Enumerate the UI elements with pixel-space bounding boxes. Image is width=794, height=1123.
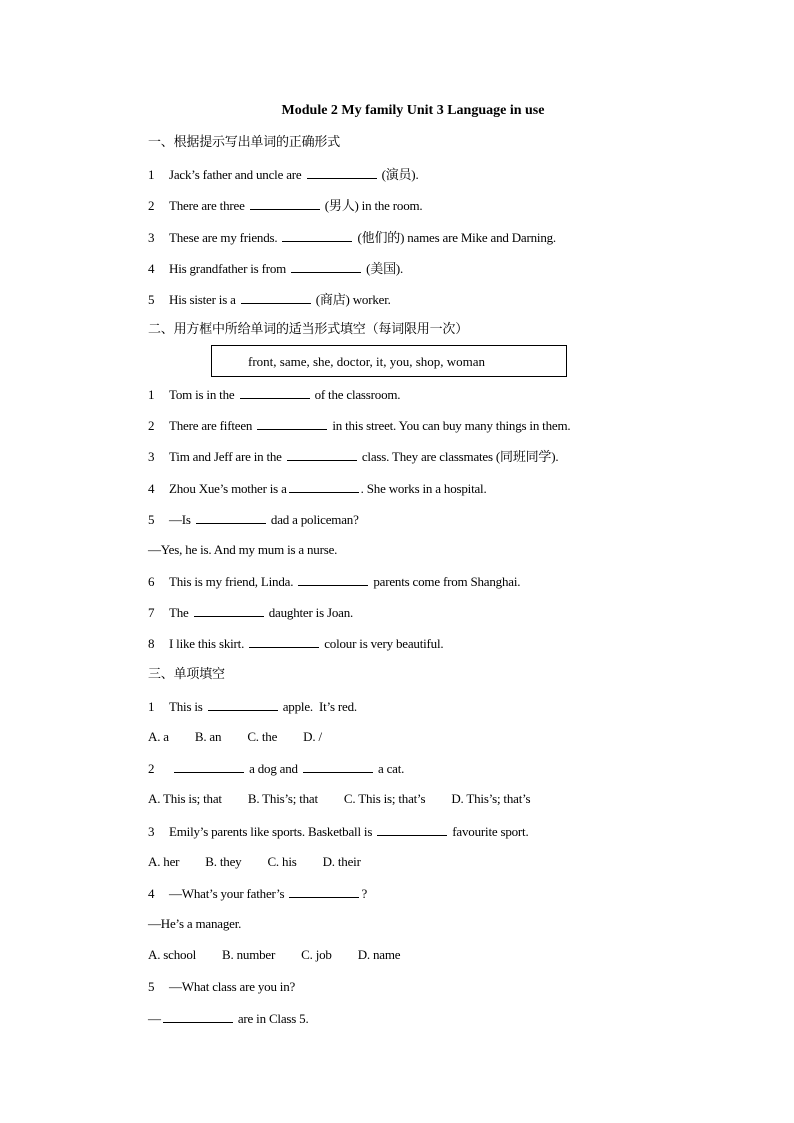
question-number: 1 [148,167,155,182]
option: D. their [322,854,361,869]
question-line [148,916,241,932]
question-text: colour is very beautiful. [321,636,444,651]
question-text: daughter is Joan. [265,605,354,620]
answer-blank [194,604,264,617]
question-text: — [148,1011,161,1026]
question-line [148,417,570,434]
question-line [148,1010,309,1027]
question-text: . She works in a hospital. [360,481,487,496]
question-text: This is [169,699,206,714]
question-number: 1 [148,387,155,402]
question-number: 3 [148,824,155,839]
option: B. This’s; that [247,791,318,806]
answer-blank [298,573,368,586]
answer-blank [257,417,327,430]
option: C. the [247,729,278,744]
question-text: a dog and [246,761,301,776]
question-line [148,511,359,528]
question-text: —Is [169,512,194,527]
question-line [148,573,520,590]
option: B. number [222,947,276,962]
section-heading: 三、单项填空 [148,667,225,682]
question-line [148,542,337,558]
answer-blank [291,260,361,273]
answer-blank [250,197,320,210]
question-text: —He’s a manager. [148,916,242,931]
question-number: 2 [148,198,155,213]
question-text: This is my friend, Linda. [169,574,297,589]
answer-blank [241,291,311,304]
question-line [148,635,443,652]
question-line [148,480,487,497]
question-text: (美国). [363,261,404,276]
answer-options [148,729,348,745]
question-line [148,166,419,183]
question-line [148,760,404,777]
question-text: The [169,605,192,620]
option: A. school [148,947,197,962]
question-number: 8 [148,636,155,651]
option: B. they [205,854,242,869]
answer-blank [287,448,357,461]
question-text: His grandfather is from [169,261,290,276]
section-heading: 一、根据提示写出单词的正确形式 [148,135,341,150]
question-text: (演员). [378,167,419,182]
question-text: Tim and Jeff are in the [169,449,285,464]
question-line [148,386,400,403]
answer-blank [249,635,319,648]
question-number: 6 [148,574,155,589]
option: C. his [267,854,297,869]
option: A. This is; that [148,791,222,806]
answer-blank [208,698,278,711]
question-text: These are my friends. [169,230,281,245]
answer-blank [196,511,266,524]
question-text: apple. It’s red. [279,699,357,714]
question-text: Emily’s parents like sports. Basketball is [169,824,376,839]
answer-blank [377,823,447,836]
question-text: Zhou Xue’s mother is a [169,481,287,496]
answer-blank [289,480,359,493]
question-text: favourite sport. [449,824,529,839]
question-line [148,229,556,246]
question-line [148,197,422,214]
answer-options [148,791,556,807]
question-text: class. They are classmates (同班同学). [358,449,559,464]
question-text: ? [361,886,368,901]
answer-blank [282,229,352,242]
question-number: 1 [148,699,155,714]
question-line [148,604,353,621]
answer-blank [240,386,310,399]
question-text: a cat. [374,761,405,776]
answer-options [148,854,387,870]
question-text: Jack’s father and uncle are [169,167,305,182]
question-text: His sister is a [169,292,239,307]
question-text: (商店) worker. [312,292,391,307]
question-text: parents come from Shanghai. [370,574,521,589]
answer-blank [174,760,244,773]
answer-blank [303,760,373,773]
question-number: 4 [148,886,155,901]
question-number: 7 [148,605,155,620]
question-text: of the classroom. [311,387,401,402]
question-number: 3 [148,230,155,245]
option: D. / [303,729,322,744]
question-text: (他们的) names are Mike and Darning. [354,230,556,245]
question-number: 4 [148,261,155,276]
question-number: 4 [148,481,155,496]
section-heading: 二、用方框中所给单词的适当形式填空（每词限用一次） [148,322,469,337]
option: A. a [148,729,169,744]
option: C. job [301,947,332,962]
option: A. her [148,854,180,869]
question-text: Tom is in the [169,387,238,402]
question-text: in this street. You can buy many things in them. [329,418,571,433]
question-line [148,260,403,277]
question-line [148,823,529,840]
option: D. name [357,947,401,962]
answer-options [148,947,426,963]
question-number: 2 [148,418,155,433]
question-text [169,761,172,776]
question-line [148,979,295,995]
question-text: —Yes, he is. And my mum is a nurse. [148,542,338,557]
question-text: I like this skirt. [169,636,248,651]
question-text: There are three [169,198,248,213]
answer-blank [289,885,359,898]
page-title: Module 2 My family Unit 3 Language in use [281,103,545,118]
option: B. an [194,729,222,744]
question-number: 5 [148,292,155,307]
question-text: —What class are you in? [169,979,296,994]
question-number: 5 [148,512,155,527]
question-line [148,448,558,465]
question-number: 3 [148,449,155,464]
option: D. This’s; that’s [451,791,531,806]
question-text: —What’s your father’s [169,886,288,901]
option: C. This is; that’s [343,791,426,806]
word-box: front, same, she, doctor, it, you, shop, woman [211,345,567,377]
question-line [148,291,391,308]
answer-blank [307,166,377,179]
question-number: 5 [148,979,155,994]
question-text: (男人) in the room. [321,198,423,213]
question-text: There are fifteen [169,418,256,433]
question-line [148,885,367,902]
question-line [148,698,357,715]
question-text: dad a policeman? [267,512,359,527]
question-number: 2 [148,761,155,776]
question-text: are in Class 5. [234,1011,309,1026]
answer-blank [163,1010,233,1023]
